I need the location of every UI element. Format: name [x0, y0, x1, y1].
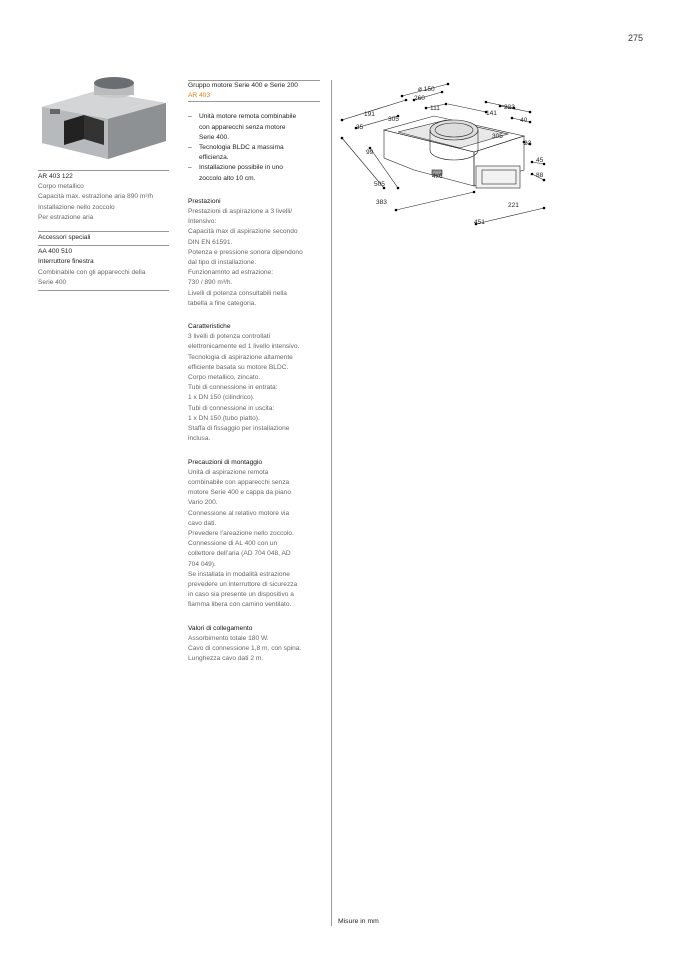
column-divider: [331, 80, 332, 926]
dash-bullet: –: [188, 164, 192, 172]
product-code: AR 403 122: [38, 173, 73, 180]
section-line: efficiente basata su motore BLDC.: [188, 363, 289, 371]
section-line: tabella a fine categoria.: [188, 299, 257, 307]
product-line: Installazione nello zoccolo: [38, 203, 115, 211]
section-line: Corpo metallico, zincato.: [188, 374, 261, 382]
dim-label: 221: [508, 202, 519, 209]
feature-item: [188, 143, 320, 163]
feature-line: Serie 400.: [199, 133, 230, 141]
section-line: dal tipo di installazione.: [188, 259, 257, 267]
section-line: Potenza e pressione sonora dipendono: [188, 248, 303, 256]
dimension-drawing: [336, 78, 556, 248]
section-line: Prevedere l’areazione nello zoccolo.: [188, 529, 294, 537]
section-line: Prestazioni di aspirazione a 3 livelli/: [188, 208, 293, 216]
section-line: Tubi di connessione in uscita:: [188, 404, 275, 412]
section-line: inclusa.: [188, 435, 211, 443]
section-line: Funzionamnto ad estrazione:: [188, 269, 274, 277]
product-line: Corpo metallico: [38, 183, 84, 191]
section-valori: [188, 624, 320, 665]
section-line: in caso sia presente un dispositivo a: [188, 591, 294, 599]
product-photo: [38, 77, 169, 165]
section-line: Tecnologia di aspirazione altamente: [188, 353, 293, 361]
dim-label: 191: [364, 111, 375, 118]
product-line: Capacità max. estrazione aria 890 m³/h: [38, 193, 154, 201]
dim-label: 111: [430, 105, 440, 112]
section-line: DIN EN 61591.: [188, 238, 233, 246]
dim-label: 451: [474, 219, 485, 226]
dim-label: 260: [414, 95, 425, 102]
section-caratteristiche: [188, 322, 320, 444]
section-line: Assorbimento totale 180 W.: [188, 634, 269, 642]
accessory-name: Interruttore finestra: [38, 258, 94, 266]
section-line: Capacità max di aspirazione secondo: [188, 228, 298, 236]
section-line: elettronicamente ed 1 livello intensivo.: [188, 343, 300, 351]
accessory-code: AA 400 510: [38, 248, 73, 256]
section-line: Connessione al relativo motore via: [188, 509, 290, 517]
section-line: Se installata in modalità estrazione: [188, 570, 290, 578]
section-line: Unità di aspirazione remota: [188, 468, 269, 476]
section-line: Vario 200.: [188, 499, 218, 507]
section-title: Caratteristiche: [188, 323, 231, 331]
group-title: Gruppo motore Serie 400 e Serie 200: [188, 82, 298, 89]
dim-label: 45: [536, 157, 544, 164]
dim-label: 305: [388, 116, 399, 123]
feature-item: [188, 163, 320, 183]
section-line: cavo dati.: [188, 519, 217, 527]
section-line: collettore dell’aria (AD 704 048, AD: [188, 550, 291, 558]
middle-column: [188, 80, 320, 664]
dim-label: 223: [504, 104, 515, 111]
feature-list: [188, 112, 320, 183]
section-title: Precauzioni di montaggio: [188, 458, 263, 466]
accessory-desc: Serie 400: [38, 278, 67, 286]
dim-label: 99: [366, 149, 374, 156]
feature-line: Tecnologia BLDC a massima: [199, 144, 284, 152]
page-number: 275: [627, 33, 643, 43]
section-line: Staffa di fissaggio per installazione: [188, 425, 290, 433]
section-line: Cavo di connessione 1,8 m, con spina.: [188, 644, 302, 652]
feature-line: zoccolo alto 10 cm.: [199, 174, 256, 182]
feature-line: Unità motore remota combinabile: [199, 113, 297, 121]
dash-bullet: –: [188, 113, 192, 121]
section-line: prevedere un interruttore di sicurezza: [188, 580, 298, 588]
feature-line: Installazione possibile in uno: [199, 164, 283, 172]
product-line: Per estrazione aria: [38, 213, 94, 221]
section-title: Valori di collegamento: [188, 624, 253, 632]
dim-label: 35: [356, 124, 364, 131]
section-line: Livelli di potenza consultabili nella: [188, 289, 287, 297]
section-precauzioni: [188, 458, 320, 611]
left-column: [38, 170, 169, 291]
section-title: Prestazioni: [188, 197, 221, 205]
model-name: AR 403: [188, 92, 210, 100]
dim-label: 141: [486, 110, 497, 117]
feature-item: [188, 112, 320, 143]
section-line: 3 livelli di potenza controllati: [188, 333, 271, 341]
dim-label: ø 150: [418, 86, 435, 93]
section-line: motore Serie 400 e cappa da piano: [188, 489, 292, 497]
feature-line: efficienza.: [199, 154, 229, 162]
section-line: Tubi di connessione in entrata:: [188, 384, 278, 392]
dim-label: 4x6: [432, 173, 443, 180]
dim-label: 23: [524, 140, 532, 147]
section-line: 1 x DN 150 (tubo piatto).: [188, 414, 260, 422]
section-line: 704 049).: [188, 560, 216, 568]
dim-label: 305: [492, 133, 503, 140]
accessory-desc: Combinabile con gli apparecchi della: [38, 268, 146, 276]
section-line: Lunghezza cavo dati 2 m.: [188, 655, 264, 663]
dim-label: 88: [536, 172, 544, 179]
dim-label: 505: [374, 181, 385, 188]
section-line: Connessione di AL 400 con un: [188, 540, 278, 548]
dim-label: 40: [520, 117, 528, 124]
section-line: combinabile con apparecchi senza: [188, 478, 290, 486]
section-line: 730 / 890 m³/h.: [188, 279, 233, 287]
section-line: Intensivo:: [188, 218, 217, 226]
accessories-title: Accessori speciali: [38, 234, 91, 242]
dim-label: 383: [376, 199, 387, 206]
dash-bullet: –: [188, 144, 192, 152]
section-line: fiamma libera con camino ventilato.: [188, 601, 292, 609]
section-prestazioni: [188, 197, 320, 309]
feature-line: con apparecchi senza motore: [199, 123, 286, 131]
section-line: 1 x DN 150 (cilindrico).: [188, 394, 255, 402]
footer-note: Misure in mm: [338, 918, 379, 925]
